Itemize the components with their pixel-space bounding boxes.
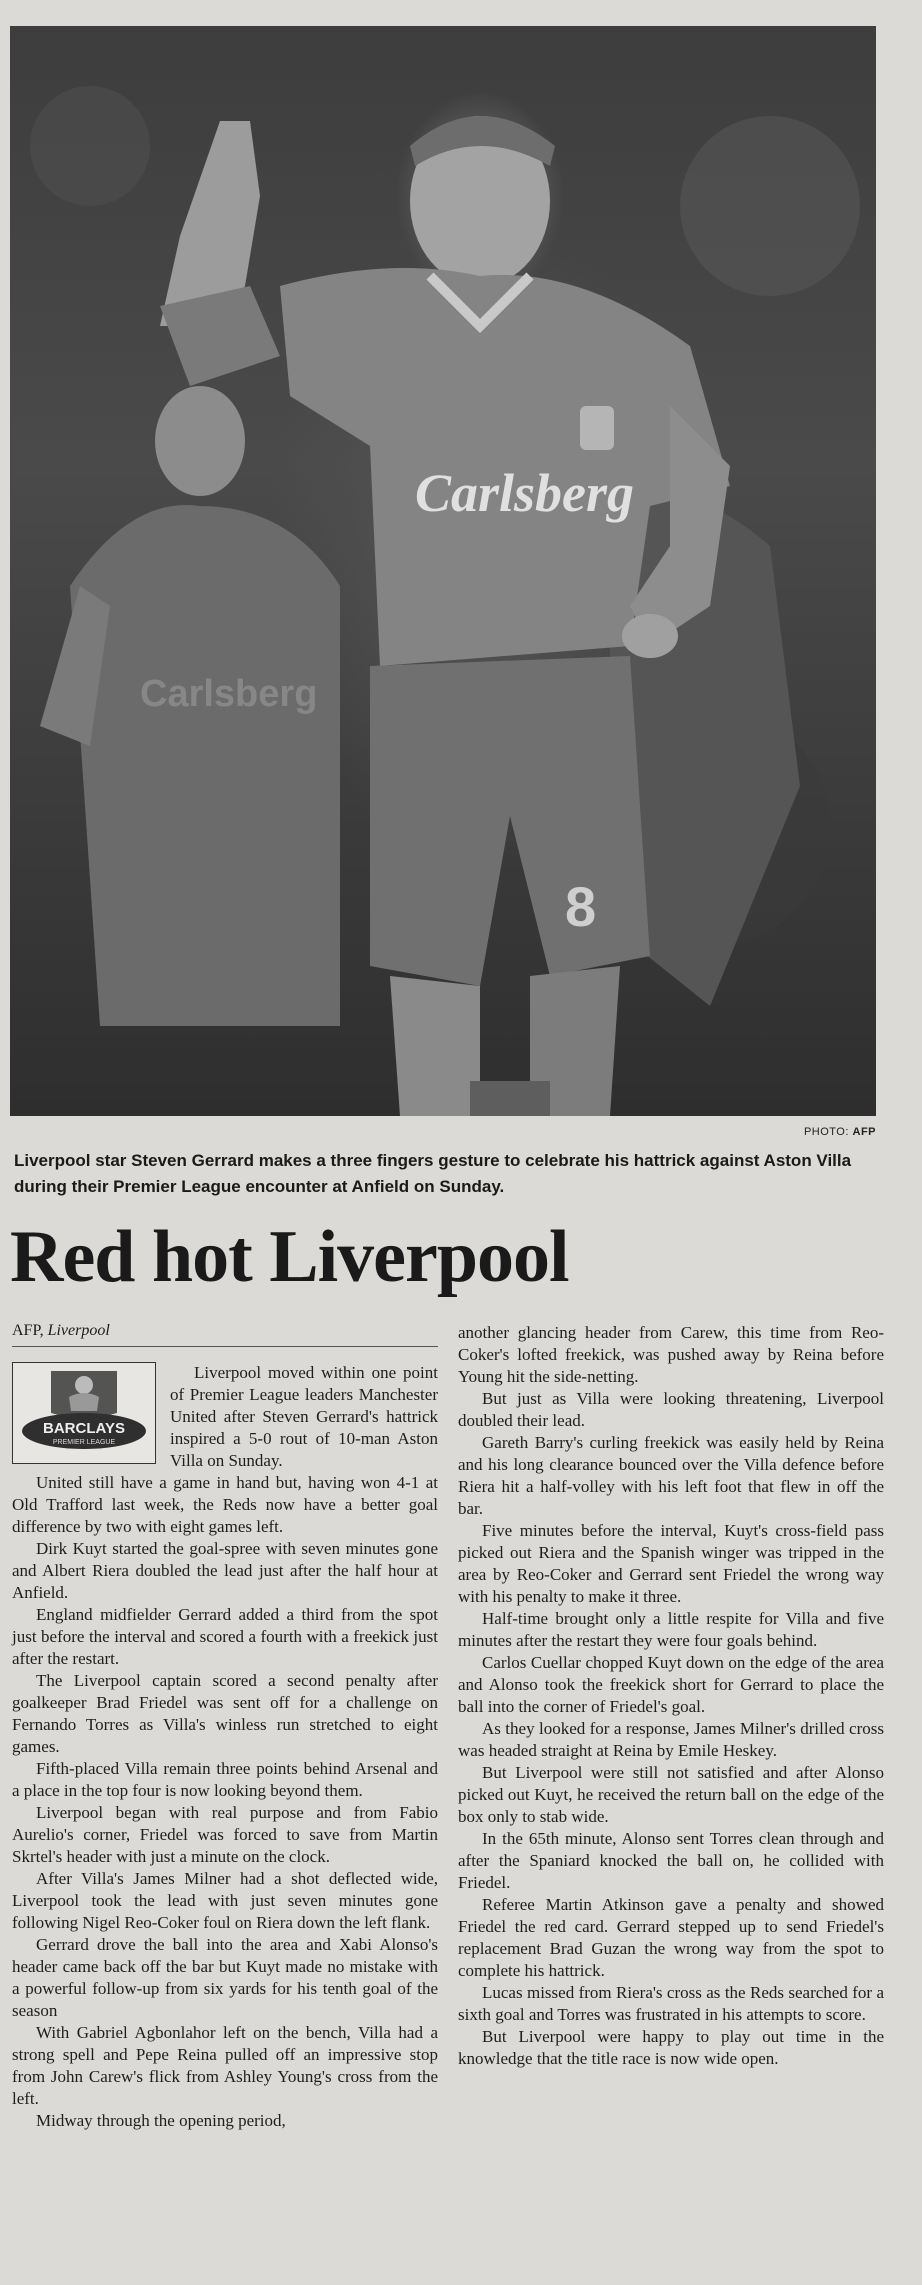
paragraph: Liverpool moved within one point of Premier League leaders Manchester United after Steven Gerrard's hattrick inspired a 5-0 rout of 10-man Aston Villa on Sunday. (170, 1363, 438, 1470)
paragraph: Lucas missed from Riera's cross as the Reds searched for a sixth goal and Torres was frustrated in his attempts to score. (458, 1983, 884, 2024)
paragraph: another glancing header from Carew, this time from Reo-Coker's lofted freekick, was pushed away by Reina before Young hit the side-netting. (458, 1323, 884, 1386)
paragraph: Half-time brought only a little respite for Villa and five minutes after the restart they were four goals behind. (458, 1609, 884, 1650)
paragraph: Gareth Barry's curling freekick was easily held by Reina and his long clearance bounced over the Villa defence before Riera hit a half-volley with his left foot that flew in off the bar. (458, 1433, 884, 1518)
paragraph: Five minutes before the interval, Kuyt's cross-field pass picked out Riera and the Spanish winger was tripped in the area by Reo-Coker and Gerrard sent Friedel the wrong way with his penalty to make it three. (458, 1521, 884, 1606)
paragraph: As they looked for a response, James Milner's drilled cross was headed straight at Reina by Emile Heskey. (458, 1719, 884, 1760)
paragraph: Liverpool began with real purpose and from Fabio Aurelio's corner, Friedel was forced to save from Martin Skrtel's header with just a minute on the clock. (12, 1803, 438, 1866)
photo-credit-source: AFP (852, 1126, 876, 1138)
paragraph: With Gabriel Agbonlahor left on the bench, Villa had a strong spell and Pepe Reina pulled off an impressive stop from John Carew's flick from Ashley Young's cross from the left. (12, 2023, 438, 2108)
article-column-left (12, 1362, 438, 2132)
paragraph: But Liverpool were happy to play out time in the knowledge that the title race is now wide open. (458, 2027, 884, 2068)
logo-line2: PREMIER LEAGUE (52, 1439, 116, 1446)
paragraph: Fifth-placed Villa remain three points behind Arsenal and a place in the top four is now looking beyond them. (12, 1759, 438, 1800)
paragraph: Referee Martin Atkinson gave a penalty and showed Friedel the red card. Gerrard stepped up to send Friedel's replacement Brad Guzan the wrong way from the spot to complete his hattrick. (458, 1895, 884, 1980)
paragraph: But just as Villa were looking threatening, Liverpool doubled their lead. (458, 1389, 884, 1430)
paragraph: Carlos Cuellar chopped Kuyt down on the edge of the area and Alonso took the freekick short for Gerrard to place the ball into the corner of Friedel's goal. (458, 1653, 884, 1716)
svg-text:Carlsberg: Carlsberg (140, 673, 318, 715)
paragraph: England midfielder Gerrard added a third from the spot just before the interval and scored a fourth with a freekick just after the restart. (12, 1605, 438, 1668)
photo-credit-label: PHOTO: (803, 1126, 849, 1138)
byline (12, 1322, 110, 1340)
svg-text:Carlsberg: Carlsberg (415, 463, 635, 523)
photo-caption: Liverpool star Steven Gerrard makes a three fingers gesture to celebrate his hattrick against Aston Villa during their Premier League encounter at Anfield on Sunday. (14, 1151, 852, 1196)
paragraph: United still have a game in hand but, having won 4-1 at Old Trafford last week, the Reds now have a better goal difference by two with eight games left. (12, 1473, 438, 1536)
paragraph: The Liverpool captain scored a second penalty after goalkeeper Brad Friedel was sent off for a challenge on Fernando Torres as Villa's winless run stretched to eight games. (12, 1671, 438, 1756)
photo-credit (804, 1126, 876, 1138)
headline: Red hot Liverpool (10, 1216, 569, 1298)
article-column-right (458, 1322, 884, 2070)
article-photo (10, 26, 876, 1116)
svg-text:8: 8 (565, 875, 597, 938)
paragraph: Gerrard drove the ball into the area and Xabi Alonso's header came back off the bar but Kuyt made no mistake with a powerful follow-up from six yards for his tenth goal of the season (12, 1935, 438, 2020)
paragraph: Midway through the opening period, (36, 2111, 286, 2130)
paragraph: After Villa's James Milner had a shot deflected wide, Liverpool took the lead with just seven minutes gone following Nigel Reo-Coker foul on Riera down the left flank. (12, 1869, 438, 1932)
byline-place: Liverpool (47, 1322, 110, 1339)
byline-divider (12, 1346, 438, 1347)
byline-agency: AFP, (12, 1322, 44, 1339)
paragraph: Dirk Kuyt started the goal-spree with seven minutes gone and Albert Riera doubled the lead just after the half hour at Anfield. (12, 1539, 438, 1602)
paragraph: But Liverpool were still not satisfied and after Alonso picked out Kuyt, he received the return ball on the edge of the box only to stab wide. (458, 1763, 884, 1826)
paragraph: In the 65th minute, Alonso sent Torres clean through and after the Spaniard knocked the ball on, he collided with Friedel. (458, 1829, 884, 1892)
lion-crest-icon (13, 1363, 155, 1463)
premier-league-logo (12, 1362, 156, 1464)
gerrard-celebration-image (10, 26, 876, 1116)
logo-line1: BARCLAYS (43, 1420, 125, 1437)
